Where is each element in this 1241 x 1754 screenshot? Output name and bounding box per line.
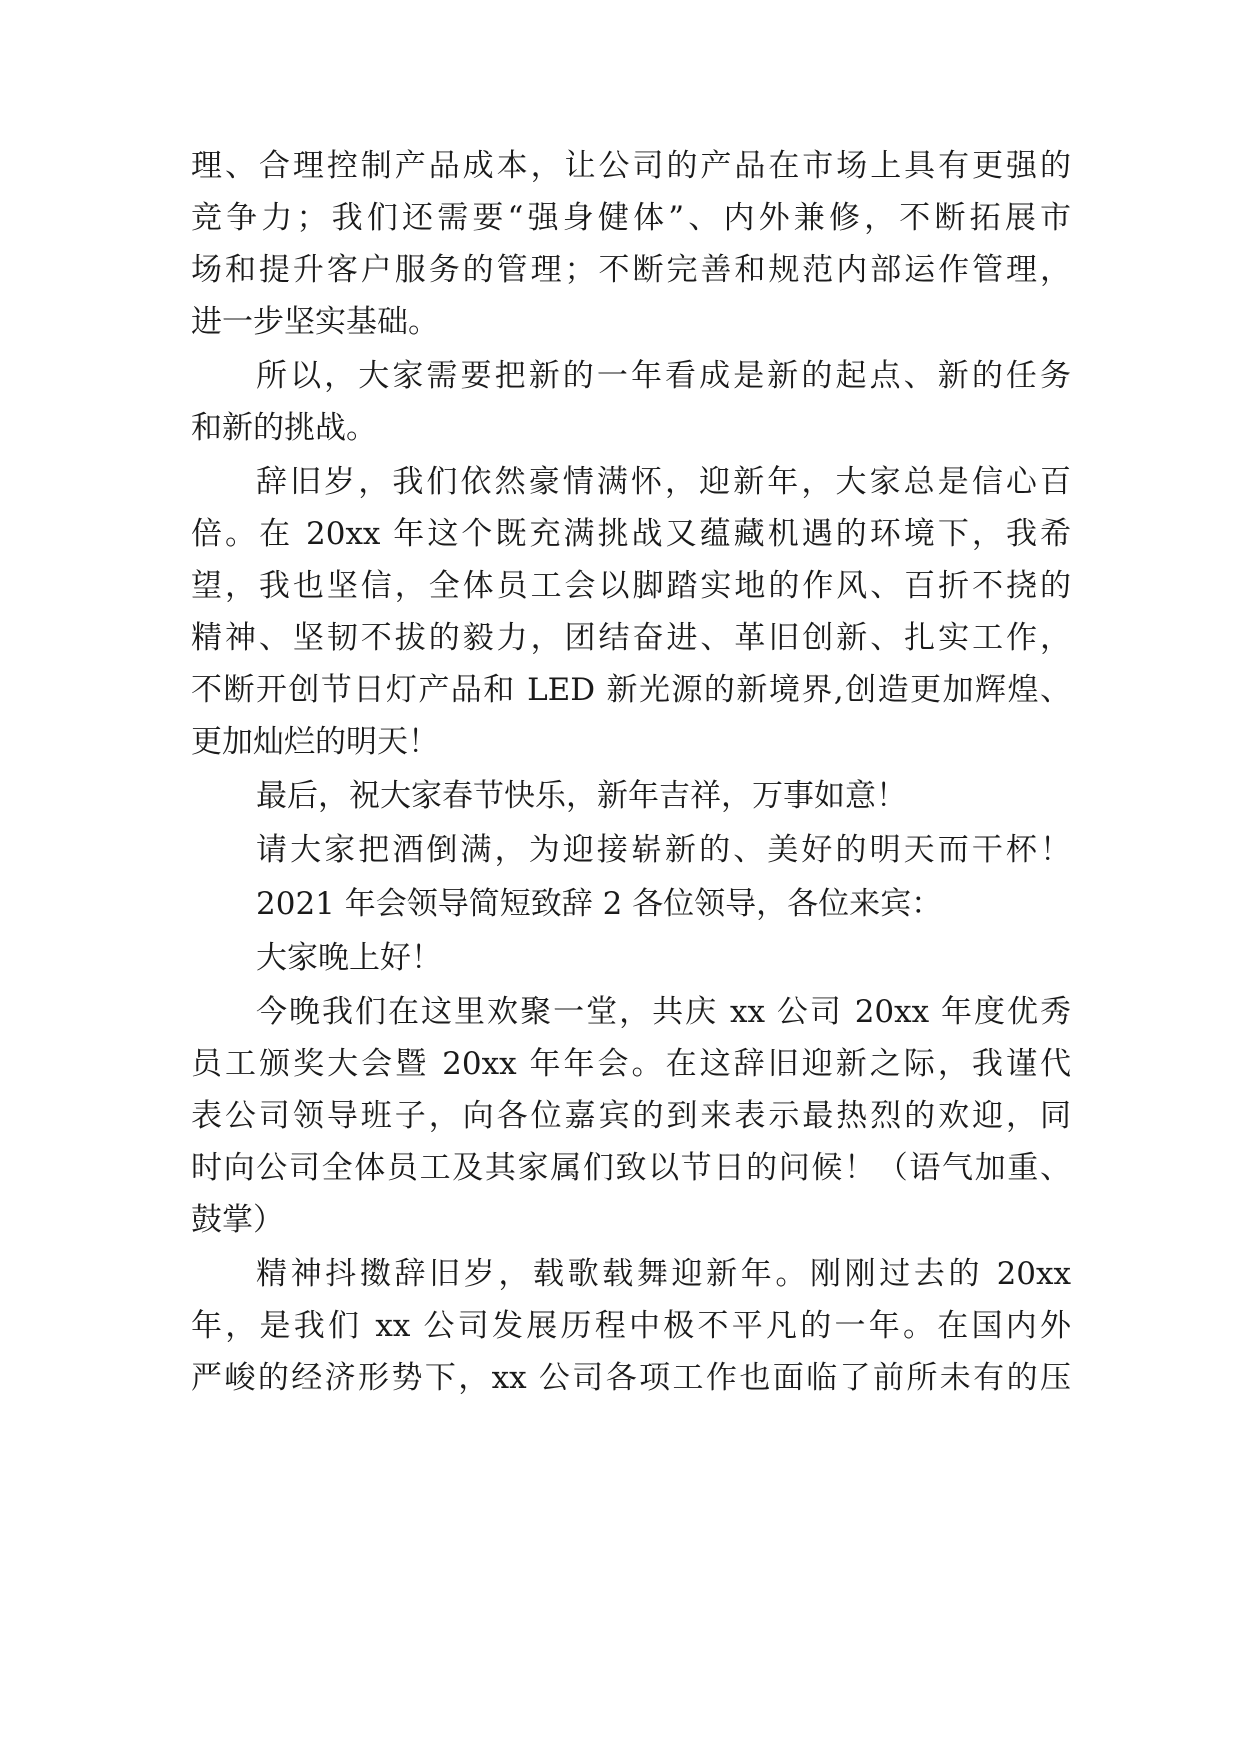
text-line: 更加灿烂的明天！ xyxy=(191,724,439,760)
text-line: 场和提升客户服务的管理；不断完善和规范内部运作管理， xyxy=(191,252,1071,288)
text-line: 理、合理控制产品成本，让公司的产品在市场上具有更强的 xyxy=(191,148,1071,184)
text-line: 2021 年会领导简短致辞 2 各位领导，各位来宾： xyxy=(256,886,943,922)
text-line: 进一步坚实基础。 xyxy=(191,304,439,340)
text-line: 望，我也坚信，全体员工会以脚踏实地的作风、百折不挠的 xyxy=(191,568,1071,604)
text-line: 辞旧岁，我们依然豪情满怀，迎新年，大家总是信心百 xyxy=(256,464,1071,500)
text-line: 所以，大家需要把新的一年看成是新的起点、新的任务 xyxy=(256,358,1071,394)
text-line: 年，是我们 xx 公司发展历程中极不平凡的一年。在国内外 xyxy=(191,1308,1071,1344)
text-line: 不断开创节日灯产品和 LED 新光源的新境界,创造更加辉煌、 xyxy=(191,672,1071,708)
text-line: 精神、坚韧不拔的毅力，团结奋进、革旧创新、扎实工作， xyxy=(191,620,1071,656)
text-line: 时向公司全体员工及其家属们致以节日的问候！（语气加重、 xyxy=(191,1150,1071,1186)
text-line: 竞争力；我们还需要“强身健体”、内外兼修，不断拓展市 xyxy=(191,200,1071,236)
text-line: 请大家把酒倒满，为迎接崭新的、美好的明天而干杯！ xyxy=(256,832,1071,868)
text-line: 员工颁奖大会暨 20xx 年年会。在这辞旧迎新之际，我谨代 xyxy=(191,1046,1071,1082)
text-line: 表公司领导班子，向各位嘉宾的到来表示最热烈的欢迎，同 xyxy=(191,1098,1071,1134)
text-line: 倍。在 20xx 年这个既充满挑战又蕴藏机遇的环境下，我希 xyxy=(191,516,1071,552)
text-line: 严峻的经济形势下，xx 公司各项工作也面临了前所未有的压 xyxy=(191,1360,1071,1396)
text-line: 大家晚上好！ xyxy=(256,940,442,976)
text-line: 今晚我们在这里欢聚一堂，共庆 xx 公司 20xx 年度优秀 xyxy=(256,994,1071,1030)
text-line: 最后，祝大家春节快乐，新年吉祥，万事如意！ xyxy=(256,778,907,814)
text-line: 鼓掌） xyxy=(191,1202,284,1238)
text-line: 和新的挑战。 xyxy=(191,410,377,446)
text-line: 精神抖擞辞旧岁，载歌载舞迎新年。刚刚过去的 20xx xyxy=(256,1256,1071,1292)
